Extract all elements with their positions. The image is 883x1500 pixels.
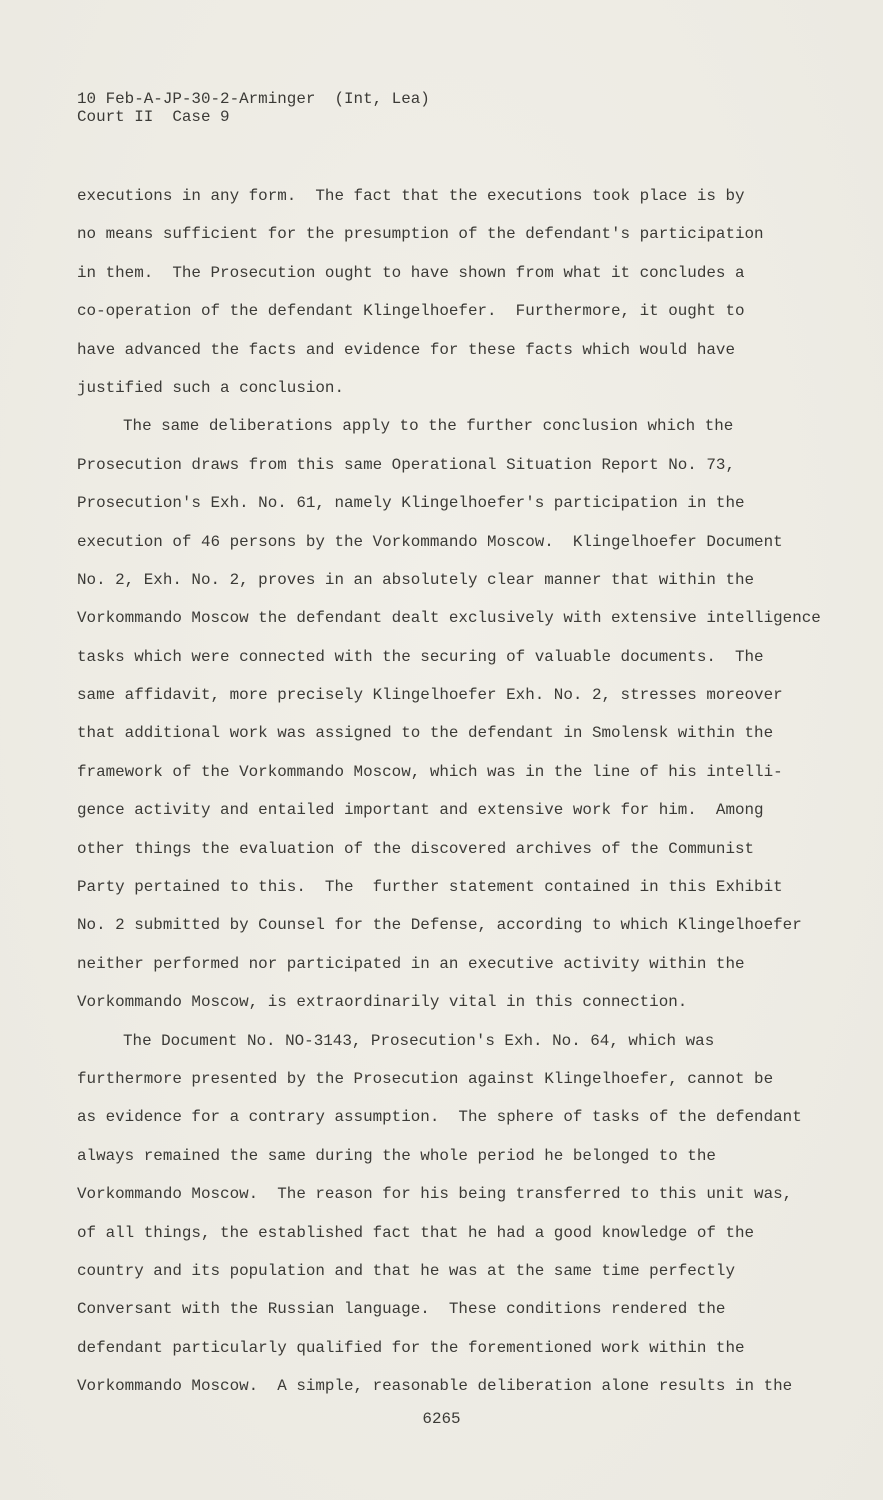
text-line: always remained the same during the whole period he belonged to the [77, 1146, 716, 1165]
text-line: gence activity and entailed important and extensive work for him. Among [77, 801, 764, 820]
text-line: as evidence for a contrary assumption. The sphere of tasks of the defendant [77, 1108, 802, 1127]
text-line: neither performed nor participated in an executive activity within the [77, 954, 745, 973]
text-line: in them. The Prosecution ought to have shown from what it concludes a [77, 263, 745, 282]
text-line: Party pertained to this. The further statement contained in this Exhibit [77, 878, 783, 897]
header-court-case: Court II Case 9 [77, 108, 230, 126]
text-line: co-operation of the defendant Klingelhoefer. Furthermore, it ought to [77, 302, 745, 321]
text-line: The same deliberations apply to the further conclusion which the [123, 417, 734, 436]
text-line: Vorkommando Moscow the defendant dealt exclusively with extensive intelligence [77, 609, 821, 628]
text-line: of all things, the established fact that he had a good knowledge of the [77, 1223, 755, 1242]
text-line: country and its population and that he was at the same time perfectly [77, 1261, 735, 1280]
text-line: no means sufficient for the presumption of the defendant's participation [77, 225, 764, 244]
text-line: Vorkommando Moscow, is extraordinarily vital in this connection. [77, 993, 688, 1012]
text-line: Prosecution draws from this same Operational Situation Report No. 73, [77, 455, 735, 474]
text-line: have advanced the facts and evidence for these facts which would have [77, 340, 735, 359]
text-line: justified such a conclusion. [77, 378, 345, 397]
text-line: Prosecution's Exh. No. 61, namely Klingelhoefer's participation in the [77, 494, 745, 513]
text-line: No. 2 submitted by Counsel for the Defense, according to which Klingelhoefer [77, 916, 802, 935]
text-line: Conversant with the Russian language. These conditions rendered the [77, 1300, 726, 1319]
text-line: No. 2, Exh. No. 2, proves in an absolutely clear manner that within the [77, 570, 755, 589]
text-line: Vorkommando Moscow. A simple, reasonable deliberation alone results in the [77, 1377, 793, 1396]
text-line: tasks which were connected with the securing of valuable documents. The [77, 647, 764, 666]
text-line: defendant particularly qualified for the forementioned work within the [77, 1338, 745, 1357]
text-line: furthermore presented by the Prosecution against Klingelhoefer, cannot be [77, 1069, 774, 1088]
text-line: other things the evaluation of the discovered archives of the Communist [77, 839, 755, 858]
text-line: Vorkommando Moscow. The reason for his being transferred to this unit was, [77, 1185, 793, 1204]
document-body [77, 184, 821, 1413]
text-line: same affidavit, more precisely Klingelhoefer Exh. No. 2, stresses moreover [77, 686, 783, 705]
text-line: executions in any form. The fact that the executions took place is by [77, 187, 745, 205]
page-number: 6265 [422, 1410, 461, 1428]
text-line: execution of 46 persons by the Vorkommando Moscow. Klingelhoefer Document [77, 532, 783, 551]
text-line: that additional work was assigned to the defendant in Smolensk within the [77, 724, 774, 743]
text-line: framework of the Vorkommando Moscow, which was in the line of his intelli- [77, 762, 783, 781]
text-line: The Document No. NO-3143, Prosecution's Exh. No. 64, which was [123, 1031, 715, 1050]
header-case-reference: 10 Feb-A-JP-30-2-Arminger (Int, Lea) [77, 90, 430, 108]
